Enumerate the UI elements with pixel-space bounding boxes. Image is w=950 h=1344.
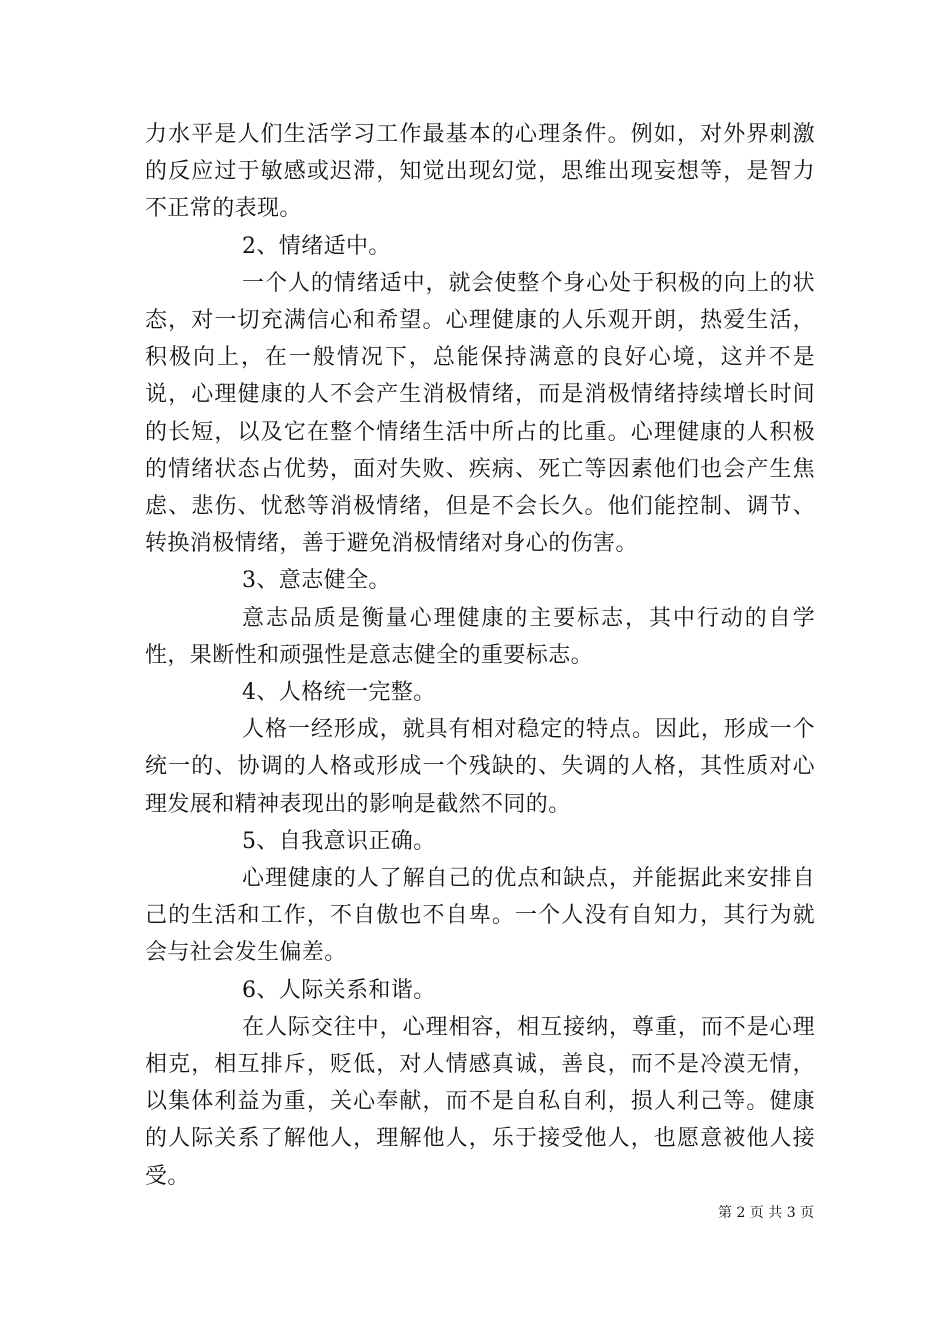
heading-self-awareness: 5、自我意识正确。 bbox=[242, 828, 436, 854]
paragraph-self-awareness: 心理健康的人了解自己的优点和缺点，并能据此来安排自己的生活和工作，不自傲也不自卑。一个人没有自知力，其行为就会与社会发生偏差。 bbox=[145, 866, 815, 966]
heading-will: 3、意志健全。 bbox=[242, 568, 391, 594]
paragraph-personality: 人格一经形成，就具有相对稳定的特点。因此，形成一个统一的、协调的人格或形成一个残缺的、失调的人格，其性质对心理发展和精神表现出的影响是截然不同的。 bbox=[145, 717, 815, 817]
paragraph-will: 意志品质是衡量心理健康的主要标志，其中行动的自学性，果断性和顽强性是意志健全的重要标志。 bbox=[145, 605, 815, 668]
heading-relationships: 6、人际关系和谐。 bbox=[242, 977, 436, 1003]
page-number-footer: 第 2 页 共 3 页 bbox=[718, 1205, 815, 1221]
heading-emotion: 2、情绪适中。 bbox=[242, 233, 391, 259]
document-body bbox=[145, 116, 815, 1195]
heading-personality: 4、人格统一完整。 bbox=[242, 680, 436, 706]
paragraph-intellect-continued: 力水平是人们生活学习工作最基本的心理条件。例如，对外界刺激的反应过于敏感或迟滞，知觉出现幻觉，思维出现妄想等，是智力不正常的表现。 bbox=[145, 122, 815, 222]
paragraph-relationships: 在人际交往中，心理相容，相互接纳，尊重，而不是心理相克，相互排斥，贬低，对人情感真诚，善良，而不是冷漠无情，以集体利益为重，关心奉献，而不是自私自利，损人利己等。健康的人际关系了解他人，理解他人，乐于接受他人，也愿意被他人接受。 bbox=[145, 1014, 815, 1189]
paragraph-emotion: 一个人的情绪适中，就会使整个身心处于积极的向上的状态，对一切充满信心和希望。心理健康的人乐观开朗，热爱生活，积极向上，在一般情况下，总能保持满意的良好心境，这并不是说，心理健康的人不会产生消极情绪，而是消极情绪持续增长时间的长短，以及它在整个情绪生活中所占的比重。心理健康的人积极的情绪状态占优势，面对失败、疾病、死亡等因素他们也会产生焦虑、悲伤、忧愁等消极情绪，但是不会长久。他们能控制、调节、转换消极情绪，善于避免消极情绪对身心的伤害。 bbox=[145, 270, 815, 557]
